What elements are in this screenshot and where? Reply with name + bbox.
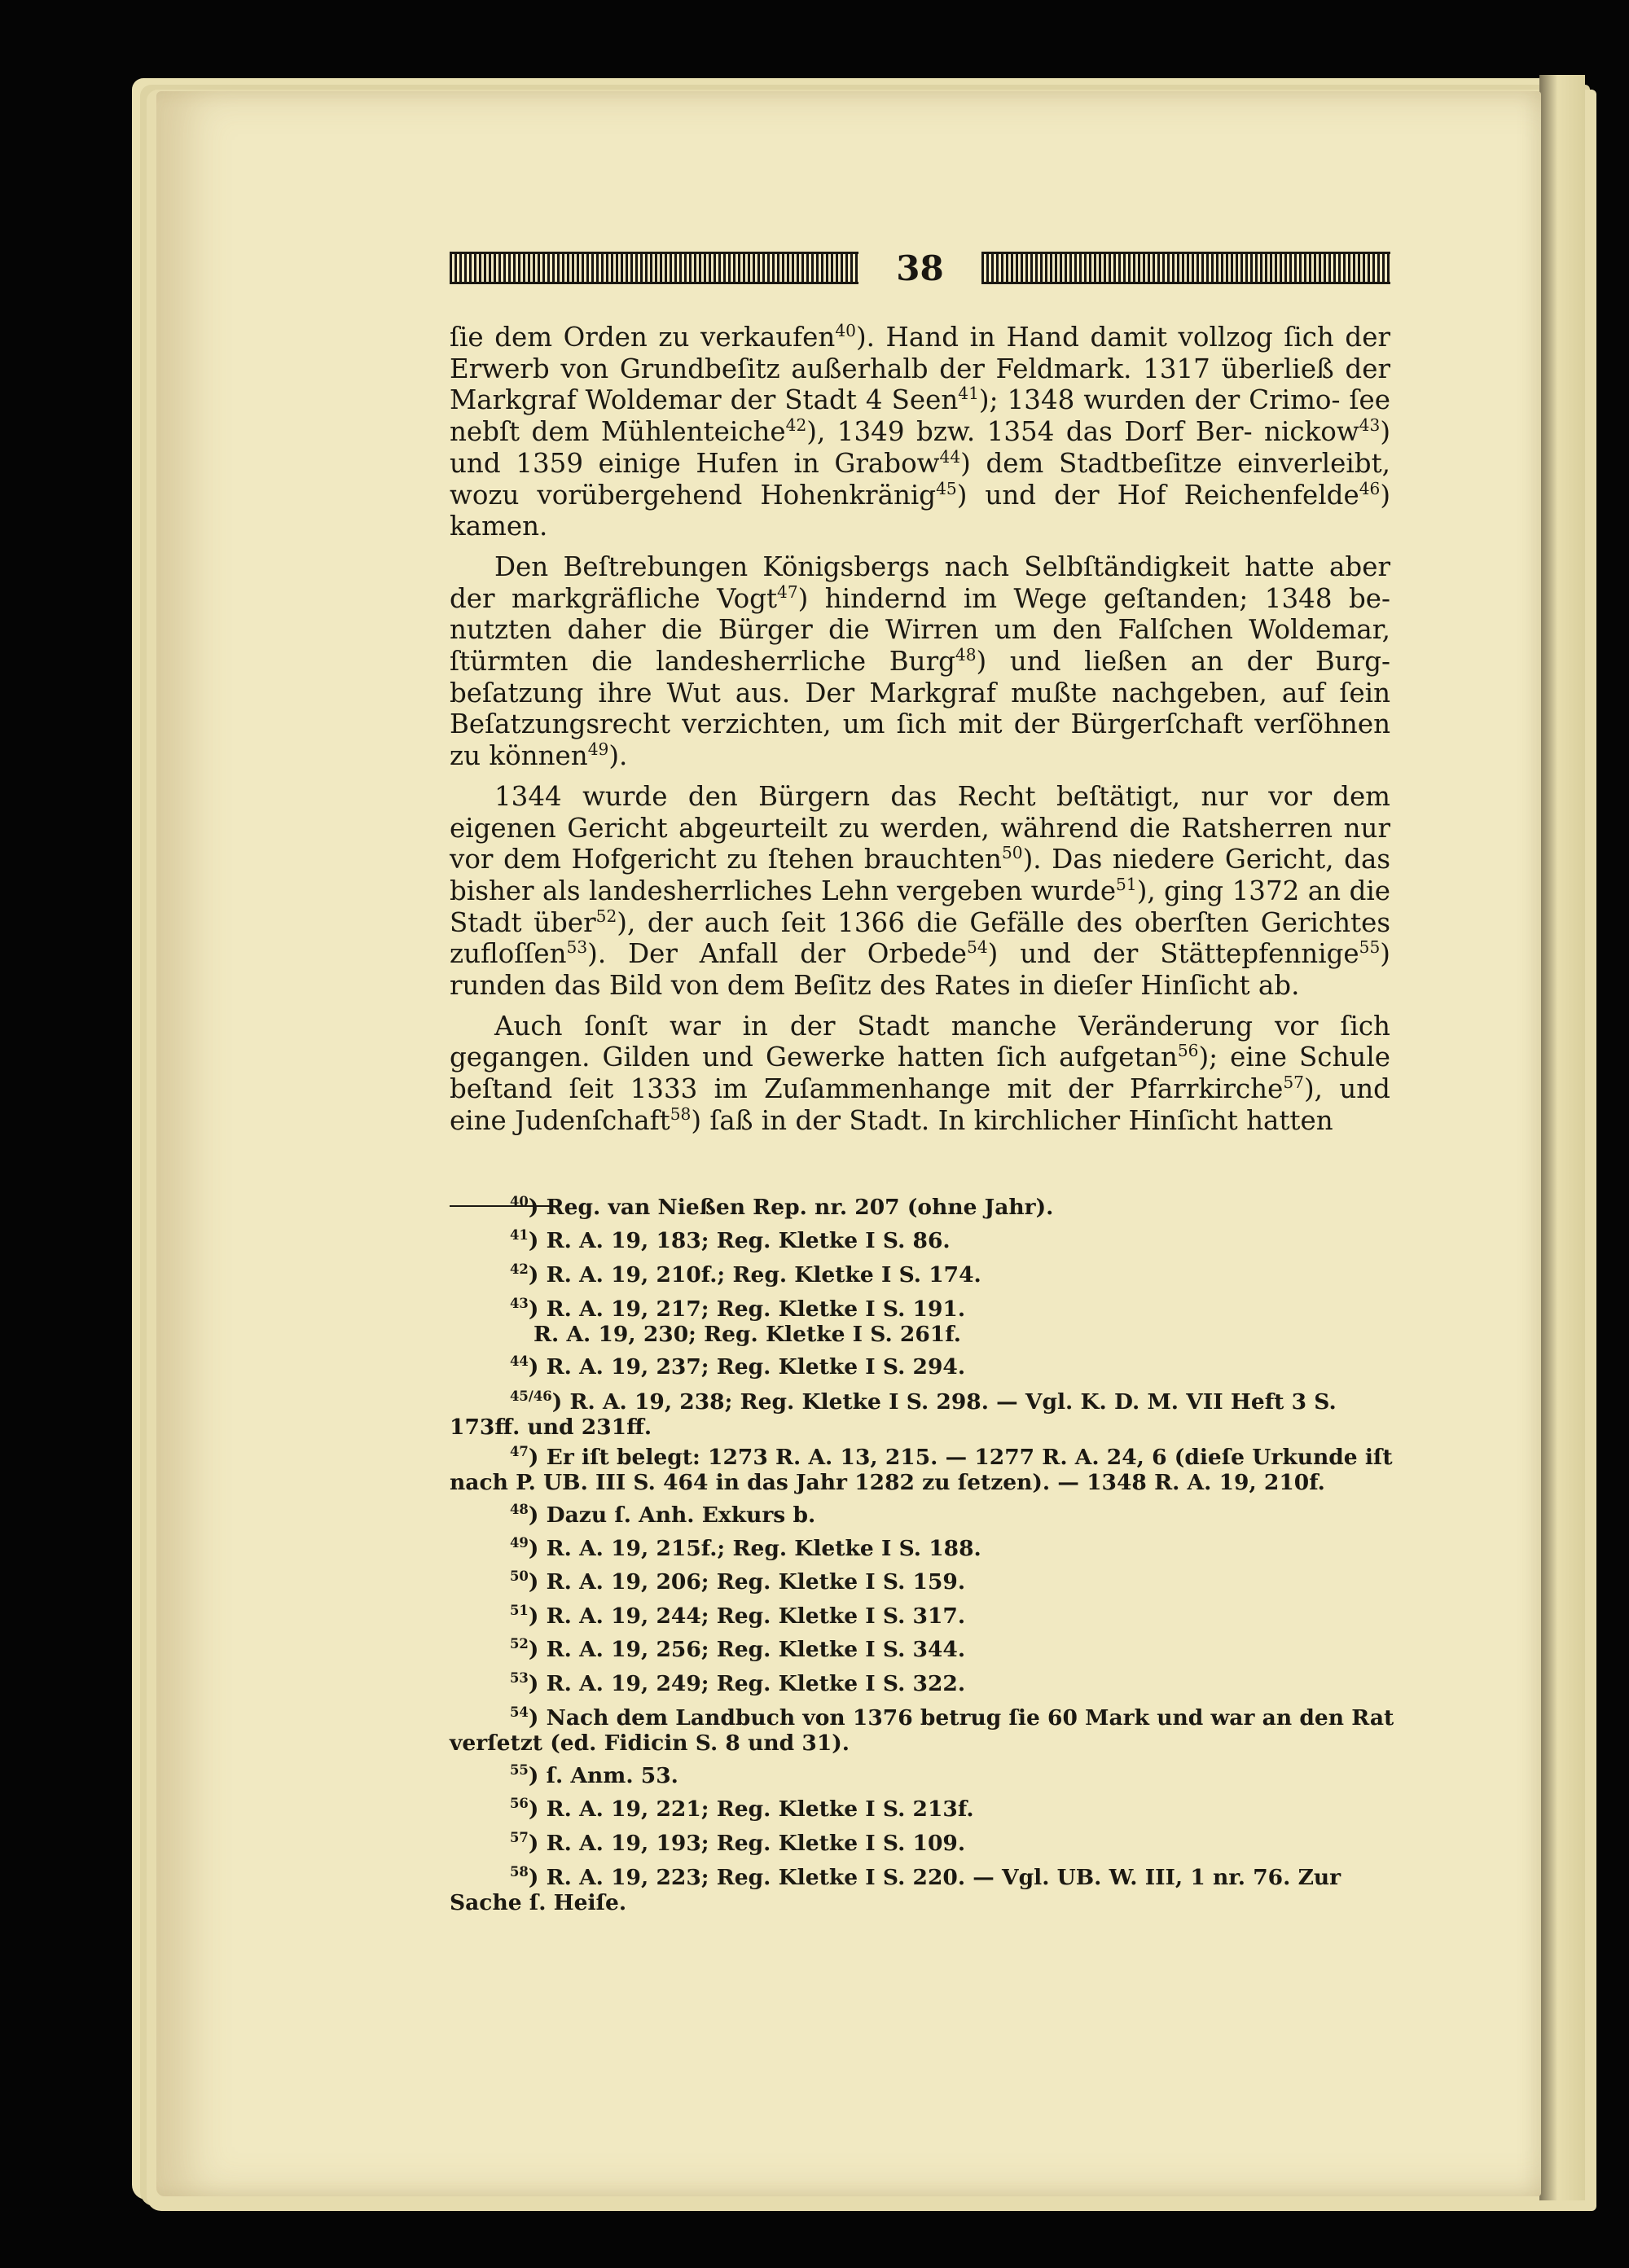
footnote: $^{58}$) R. A. 19, 223; Reg. Kletke I S. 220. — Vgl. UB. W. III, 1 nr. 76. Zur Sache ſ. Heiſe. <box>450 1864 1341 1916</box>
page-number: 38 <box>896 248 944 288</box>
paragraph: Auch ſonſt war in der Stadt manche Veränderung vor ſich gegangen. Gilden und Gewerke hatten ſich aufgetan$^{56}$); eine Schule beſtand ſeit 1333 im Zuſammenhange mit der Pfarrkirche$^{57}$), und eine Judenſchaft$^{58}$) ſaß in der Stadt. In kirchlicher Hinſicht hatten <box>450 1010 1390 1136</box>
footnote: $^{57}$) R. A. 19, 193; Reg. Kletke I S. 109. <box>510 1830 966 1856</box>
body-text <box>450 322 1390 1146</box>
footnote: $^{52}$) R. A. 19, 256; Reg. Kletke I S. 344. <box>510 1636 966 1663</box>
header-ornament-rule-right <box>981 252 1390 284</box>
paragraph: 1344 wurde den Bürgern das Recht beſtätigt, nur vor dem eigenen Gericht abgeurteilt zu werden, während die Ratsherren nur vor dem Hofgericht zu ſtehen brauchten$^{50}$). Das niedere Gericht, das bisher als landesherrliches Lehn vergeben wurde$^{51}$), ging 1372 an die Stadt über$^{52}$), der auch ſeit 1366 die Gefälle des oberſten Gerichtes zufloſſen$^{53}$). Der Anfall der Orbede$^{54}$) und der Stättepfennige$^{55}$) runden das Bild von dem Beſitz des Rates in dieſer Hinſicht ab. <box>450 780 1391 1002</box>
footnote: $^{47}$) Er iſt belegt: 1273 R. A. 13, 215. — 1277 R. A. 24, 6 (dieſe Urkunde iſt nach P. UB. III S. 464 in das Jahr 1282 zu ſetzen). — 1348 R. A. 19, 210f. <box>450 1443 1393 1495</box>
facing-page-edge <box>1539 75 1585 2200</box>
footnote: $^{41}$) R. A. 19, 183; Reg. Kletke I S. 86. <box>510 1227 951 1254</box>
footnote: $^{44}$) R. A. 19, 237; Reg. Kletke I S. 294. <box>510 1353 966 1380</box>
footnote: $^{43}$) R. A. 19, 217; Reg. Kletke I S. 191. R. A. 19, 230; Reg. Kletke I S. 261f. <box>510 1296 966 1348</box>
footnote: $^{56}$) R. A. 19, 221; Reg. Kletke I S. 213f. <box>510 1796 974 1823</box>
footnote: $^{45/46}$) R. A. 19, 238; Reg. Kletke I S. 298. — Vgl. K. D. M. VII Heft 3 S. 173ff. und 231ff. <box>450 1388 1337 1440</box>
footnote: $^{50}$) R. A. 19, 206; Reg. Kletke I S. 159. <box>510 1568 966 1595</box>
footnote: $^{53}$) R. A. 19, 249; Reg. Kletke I S. 322. <box>510 1669 966 1696</box>
footnote: $^{49}$) R. A. 19, 215f.; Reg. Kletke I S. 188. <box>510 1535 981 1562</box>
footnotes <box>450 1191 1394 1919</box>
page-header <box>450 248 1390 287</box>
paragraph: ſie dem Orden zu verkaufen$^{40}$). Hand in Hand damit vollzog ſich der Erwerb von Grundbeſitz außerhalb der Feldmark. 1317 überließ der Markgraf Woldemar der Stadt 4 Seen$^{41}$); 1348 wurden der Crimo- ſee nebſt dem Mühlenteiche$^{42}$), 1349 bzw. 1354 das Dorf Ber- nickow$^{43}$) und 1359 einige Hufen in Grabow$^{44}$) dem Stadtbeſitze einverleibt, wozu vorübergehend Hohenkränig$^{45}$) und der Hof Reichenfelde$^{46}$) kamen. <box>450 321 1391 542</box>
footnote: $^{51}$) R. A. 19, 244; Reg. Kletke I S. 317. <box>510 1603 966 1629</box>
footnote: $^{48}$) Dazu ſ. Anh. Exkurs b. <box>510 1501 816 1528</box>
footnote: $^{40}$) Reg. van Nießen Rep. nr. 207 (ohne Jahr). <box>510 1194 1054 1220</box>
footnote: $^{55}$) ſ. Anm. 53. <box>510 1762 678 1789</box>
paragraph: Den Beſtrebungen Königsbergs nach Selbſtändigkeit hatte aber der markgräfliche Vogt$^{47}$) hindernd im Wege geſtanden; 1348 be- nutzten daher die Bürger die Wirren um den Falſchen Woldemar, ſtürmten die landesherrliche Burg$^{48}$) und ließen an der Burg- beſatzung ihre Wut aus. Der Markgraf mußte nachgeben, auf ſein Beſatzungsrecht verzichten, um ſich mit der Bürgerſchaft verſöhnen zu können$^{49}$). <box>450 551 1390 772</box>
footnote: $^{42}$) R. A. 19, 210f.; Reg. Kletke I S. 174. <box>510 1261 981 1288</box>
footnote: $^{54}$) Nach dem Landbuch von 1376 betrug ſie 60 Mark und war an den Rat verſetzt (ed. Fidicin S. 8 und 31). <box>450 1704 1394 1757</box>
header-ornament-rule-left <box>450 252 858 284</box>
